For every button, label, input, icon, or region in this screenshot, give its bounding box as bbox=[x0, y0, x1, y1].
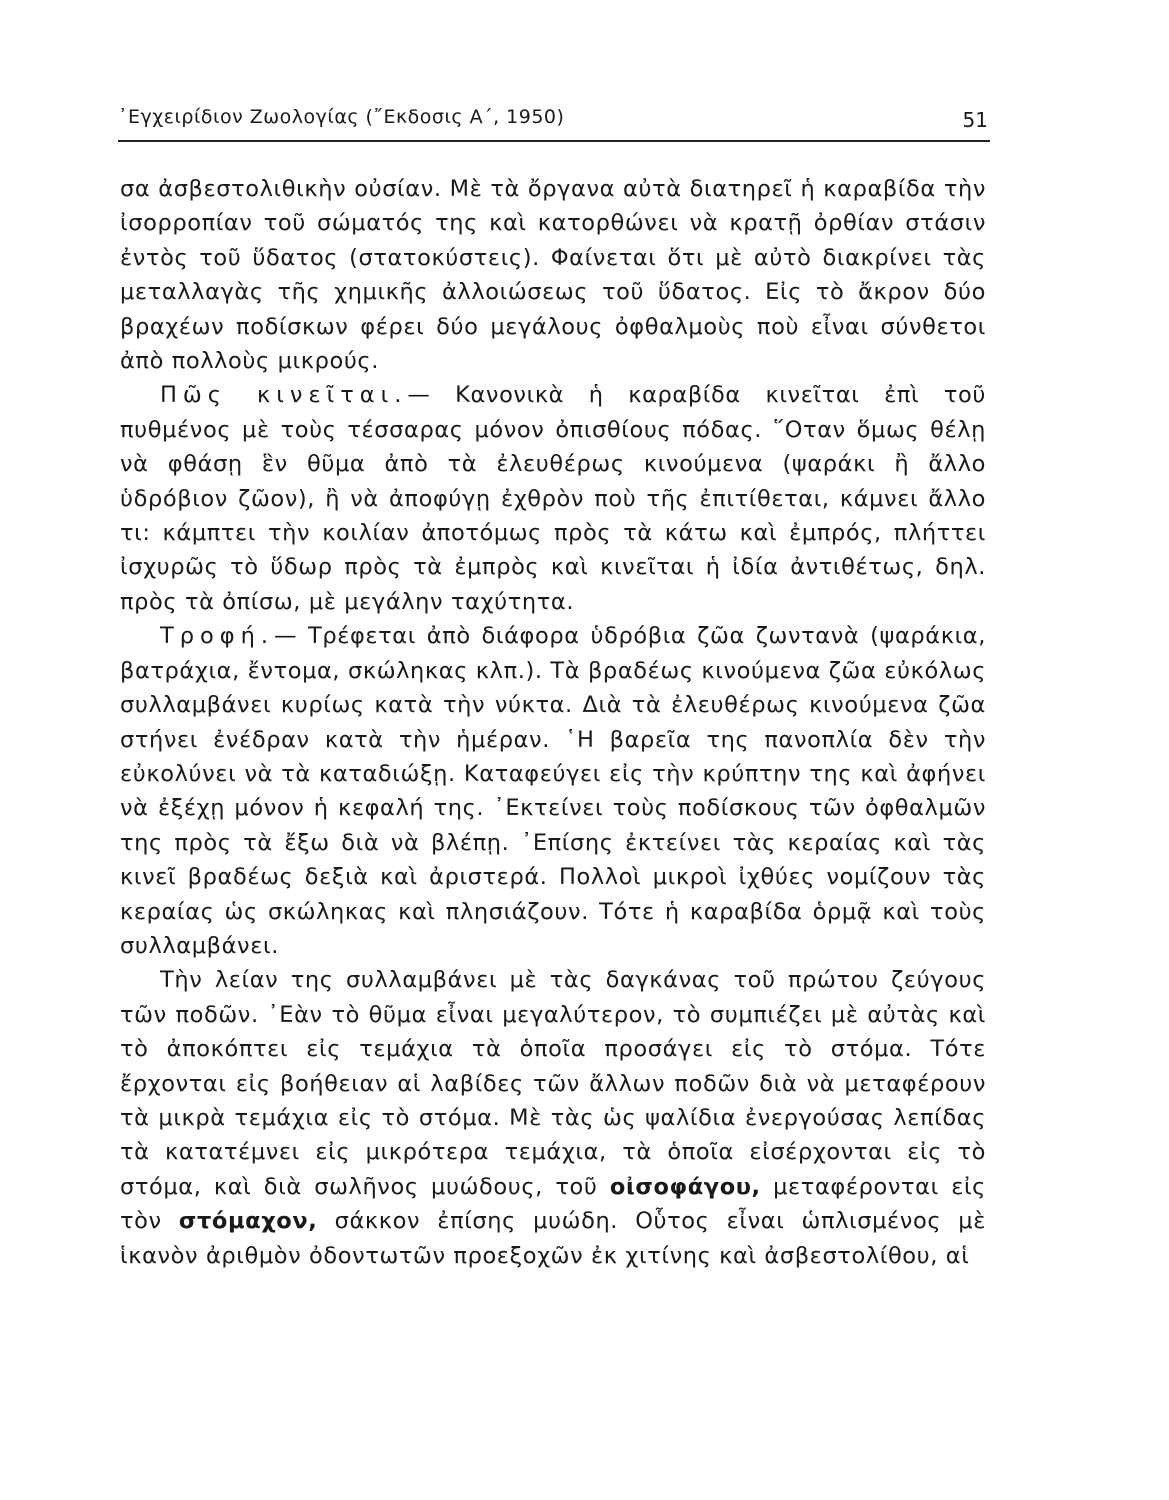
paragraph-text: Τὴν λείαν της συλλαμβάνει μὲ τὰς δαγκάνας τοῦ πρώτου ζεύγους τῶν ποδῶν. ᾿Εὰν τὸ θῦμα εἶναι μεγαλύτερον, τὸ συμπιέζει μὲ αὐτὰς καὶ τὸ ἀποκόπτει εἰς τεμάχια τὰ ὁποῖα προσάγει εἰς τὸ στόμα. Τότε ἔρχονται εἰς βοήθειαν αἱ λαβίδες τῶν ἄλλων ποδῶν διὰ νὰ μεταφέρουν τὰ μικρὰ τεμάχια εἰς τὸ στόμα. Μὲ τὰς ὡς ψαλίδια ἐνεργούσας λεπίδας τὰ κατατέμνει εἰς μικρότερα τεμάχια, τὰ ὁποῖα εἰσέρχονται εἰς τὸ στόμα, καὶ διὰ σωλῆνος μυώδους, τοῦ bbox=[120, 967, 986, 1200]
section-heading-locomotion: Πῶς κινεῖται. bbox=[160, 382, 408, 409]
paragraph-digestion bbox=[120, 963, 986, 1273]
page-number: 51 bbox=[962, 108, 988, 132]
paragraph-text: — Κανονικὰ ἡ καραβίδα κινεῖται ἐπὶ τοῦ πυθμένος μὲ τοὺς τέσσαρας μόνον ὀπισθίους πόδας. ῞Οταν ὅμως θέλῃ νὰ φθάσῃ ἓν θῦμα ἀπὸ τὰ ἐλευθέρως κινούμενα (ψαράκι ἢ ἄλλο ὑδρόβιον ζῶον), ἢ νὰ ἀποφύγῃ ἐχθρὸν ποὺ τῆς ἐπιτίθεται, κάμνει ἄλλο τι: κάμπτει τὴν κοιλίαν ἀποτόμως πρὸς τὰ κάτω καὶ ἐμπρός, πλήττει ἰσχυρῶς τὸ ὕδωρ πρὸς τὰ ἐμπρὸς καὶ κινεῖται ἡ ἰδία ἀντιθέτως, δηλ. πρὸς τὰ ὀπίσω, μὲ μεγάλην ταχύτητα. bbox=[120, 382, 986, 615]
term-esophagus: οἰσοφάγου, bbox=[609, 1173, 761, 1200]
book-title: ᾿Εγχειρίδιον Ζωολογίας (῎Εκδοσις Α΄, 1950) bbox=[118, 106, 565, 128]
paragraph-text: σάκκον ἐπίσης μυώδη. Οὗτος εἶναι ὡπλισμένος μὲ ἱκανὸν ἀριθμὸν ὀδοντωτῶν προεξοχῶν ἐκ χιτίνης καὶ ἀσβεστολίθου, αἱ bbox=[120, 1208, 986, 1269]
paragraph-food bbox=[120, 619, 986, 963]
paragraph-statocysts bbox=[120, 172, 986, 378]
paragraph-text: σα ἀσβεστολιθικὴν οὐσίαν. Μὲ τὰ ὄργανα αὐτὰ διατηρεῖ ἡ καραβίδα τὴν ἰσορροπίαν τοῦ σώματός της καὶ κατορθώνει νὰ κρατῇ ὀρθίαν στάσιν ἐντὸς τοῦ ὕδατος (στατοκύστεις). Φαίνεται ὅτι μὲ αὐτὸ διακρίνει τὰς μεταλλαγὰς τῆς χημικῆς ἀλλοιώσεως τοῦ ὕδατος. Εἰς τὸ ἄκρον δύο βραχέων ποδίσκων φέρει δύο μεγάλους ὀφθαλμοὺς ποὺ εἶναι σύνθετοι ἀπὸ πολλοὺς μικρούς. bbox=[120, 176, 986, 375]
paragraph-text: μεταφέρονται εἰς τὸν bbox=[120, 1173, 986, 1235]
running-header bbox=[118, 100, 990, 142]
term-stomach: στόμαχον, bbox=[178, 1208, 318, 1235]
paragraph-text: — Τρέφεται ἀπὸ διάφορα ὑδρόβια ζῶα ζωντανὰ (ψαράκια, βατράχια, ἔντομα, σκώληκας κλπ.). Τὰ βραδέως κινούμενα ζῶα εὐκόλως συλλαμβάνει κυρίως κατὰ τὴν νύκτα. Διὰ τὰ ἐλευθέρως κινούμενα ζῶα στήνει ἐνέδραν κατὰ τὴν ἡμέραν. ῾Η βαρεῖα της πανοπλία δὲν τὴν εὐκολύνει νὰ τὰ καταδιώξῃ. Καταφεύγει εἰς τὴν κρύπτην της καὶ ἀφήνει νὰ ἐξέχῃ μόνον ἡ κεφαλή της. ᾿Εκτείνει τοὺς ποδίσκους τῶν ὀφθαλμῶν της πρὸς τὰ ἔξω διὰ νὰ βλέπῃ. ᾿Επίσης ἐκτείνει τὰς κεραίας καὶ τὰς κινεῖ βραδέως δεξιὰ καὶ ἀριστερά. Πολλοὶ μικροὶ ἰχθύες νομίζουν τὰς κεραίας ὡς σκώληκας καὶ πλησιάζουν. Τότε ἡ καραβίδα ὁρμᾷ καὶ τοὺς συλλαμβάνει. bbox=[120, 623, 986, 959]
section-heading-food: Τροφή. bbox=[160, 623, 275, 650]
paragraph-locomotion bbox=[120, 378, 986, 619]
body-text bbox=[120, 172, 986, 1273]
